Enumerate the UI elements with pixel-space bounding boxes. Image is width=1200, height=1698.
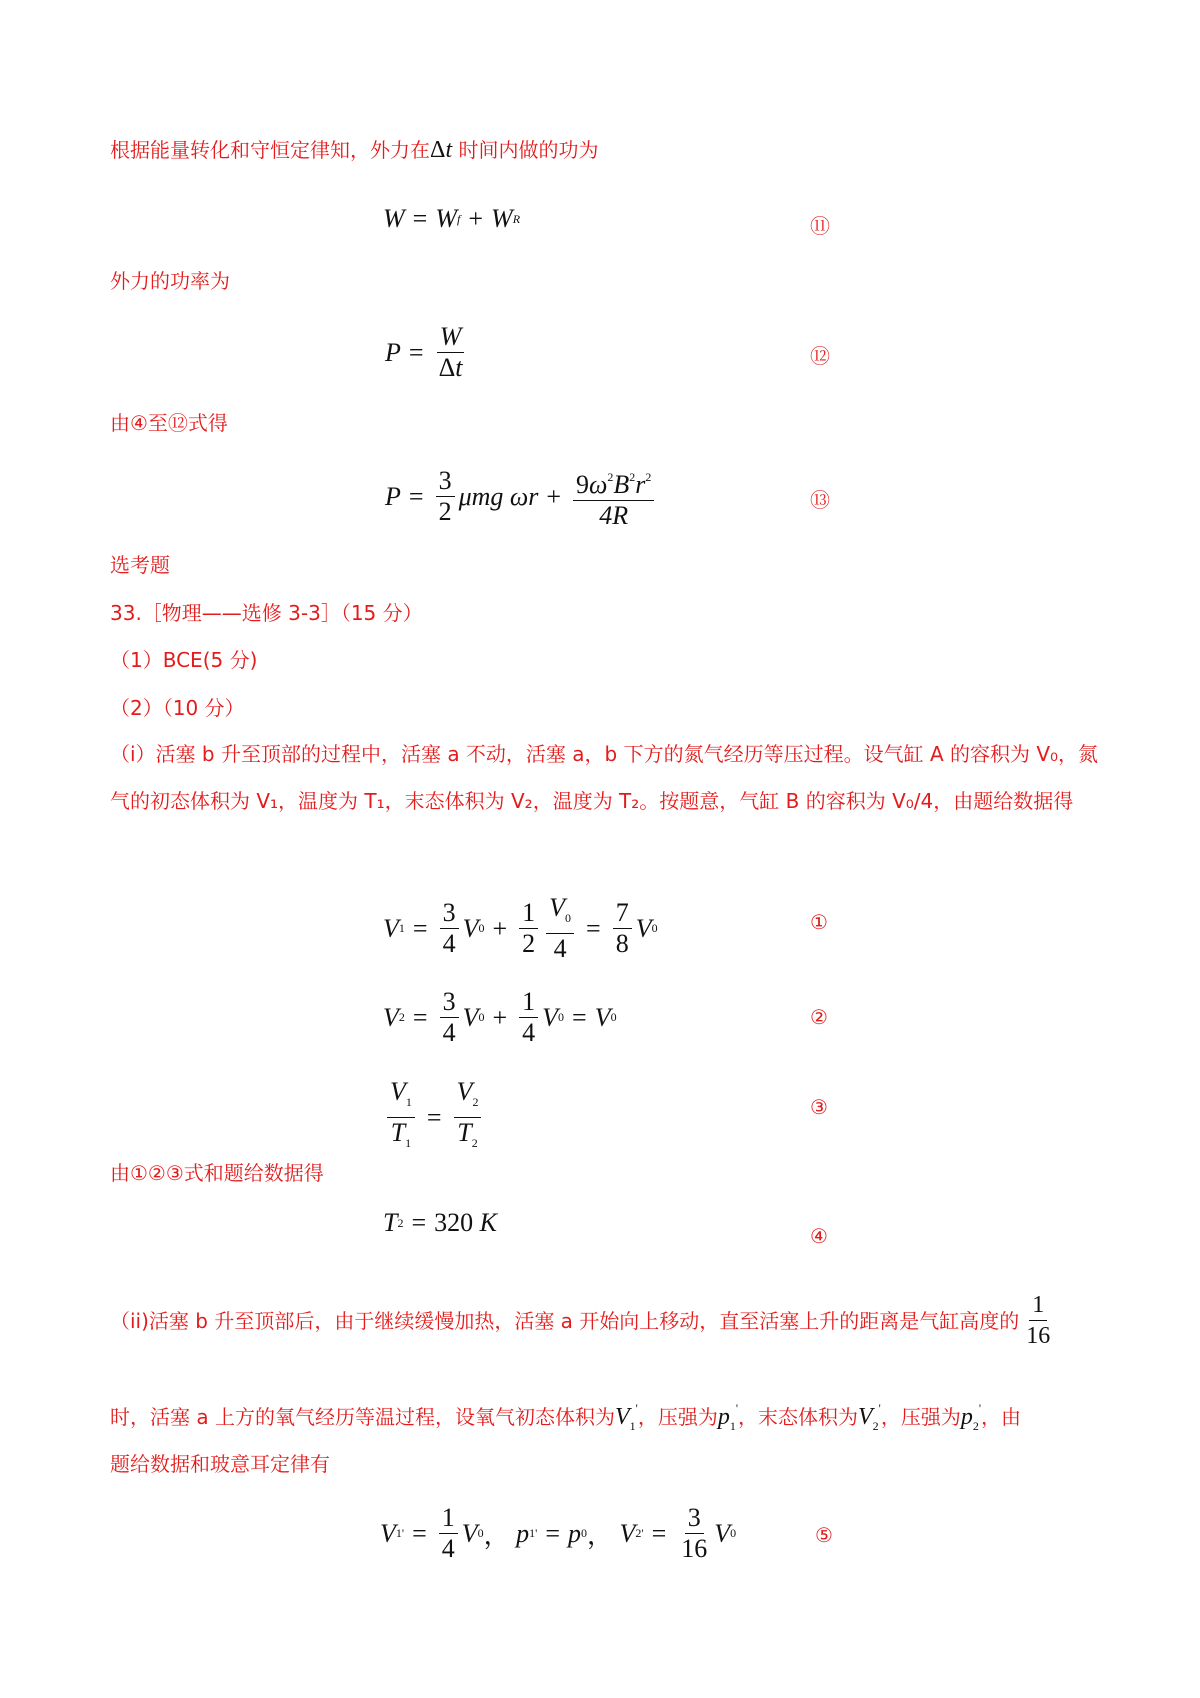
paragraph-part-i: （i）活塞 b 升至顶部的过程中，活塞 a 不动，活塞 a，b 下方的氮气经历等压过程。设气缸 A 的容积为 V₀，氮气的初态体积为 V₁，温度为 T₁，末态体积为 V₂，温度为 T₂。按题意，气缸 B 的容积为 V₀/4，由题给数据得 [110,742,1099,813]
text-line-q33: 33.［物理——选修 3-3］（15 分） [110,601,423,625]
text-line-energy [110,137,598,163]
paragraph-part-ii-line1: （ii)活塞 b 升至顶部后，由于继续缓慢加热，活塞 a 开始向上移动，直至活塞上升的距离是气缸高度的 1 16 [110,1290,1053,1351]
equation-tag-2: ② [810,1005,828,1029]
equation-tag-13: ⑬ [810,488,830,512]
equation-tag-5: ⑤ [815,1523,833,1547]
equation-power-result: P = $\frac{3}{2}$ μmg ωr + $\frac{9\omega^2B^2r^2}{4R}$ [385,462,658,531]
equation-tag-4: ④ [810,1224,828,1248]
equation-tag-12: ⑫ [810,344,830,368]
fraction-w-over-dt: $\frac{W}{\Delta t}$ [438,322,463,382]
text-line-part2: （2）（10 分） [110,696,245,720]
text-energy-pre: 根据能量转化和守恒定律知，外力在 [110,138,430,162]
text-line-derive: 由④至⑫式得 [110,411,228,435]
text-line-part1: （1）BCE(5 分) [110,648,258,672]
equation-2: V 2 = $\frac{3}{4}$ V 0 + $\frac{1}{4}$ V 0 = V 0 [383,987,617,1047]
t-symbol: t [445,137,453,163]
equation-tag-3: ③ [810,1095,828,1119]
text-energy-post: 时间内做的功为 [452,138,599,162]
equation-tag-11: ⑪ [810,214,830,238]
equation-5: V 1 ' = $\frac{1}{4}$ V 0 ， p 1 ' = p 0 ， V 2 ' = $\frac{3}{16}$ V 0 [380,1503,737,1563]
equation-4: T 2 = 320 K [383,1208,497,1237]
equation-work: W = W f + W R [383,204,521,233]
text-line-from-123: 由①②③式和题给数据得 [110,1161,324,1185]
paragraph-part-ii-line2: 时，活塞 a 上方的氧气经历等温过程，设氧气初态体积为$V_1'$，压强为$p_1'$，末态体积为$V_2'$，压强为$p_2'$，由 [110,1401,1022,1433]
text-line-boyle: 题给数据和玻意耳定律有 [110,1452,330,1476]
equation-1: V 1 = $\frac{3}{4}$ V 0 + $\frac{1}{2}$ $\frac{V_0}{4}$ = $\frac{7}{8}$ V 0 [383,893,658,963]
equation-tag-1: ① [810,910,828,934]
delta-symbol: Δ [430,137,446,163]
text-line-power: 外力的功率为 [110,269,230,293]
fraction-one-sixteenth: 1 16 [1026,1292,1051,1349]
equation-power: P = $\frac{W}{\Delta t}$ [385,322,470,383]
text-line-elective: 选考题 [110,553,170,577]
equation-3: $\frac{V_1}{T_1}$ = $\frac{V_2}{T_2}$ [383,1077,485,1158]
